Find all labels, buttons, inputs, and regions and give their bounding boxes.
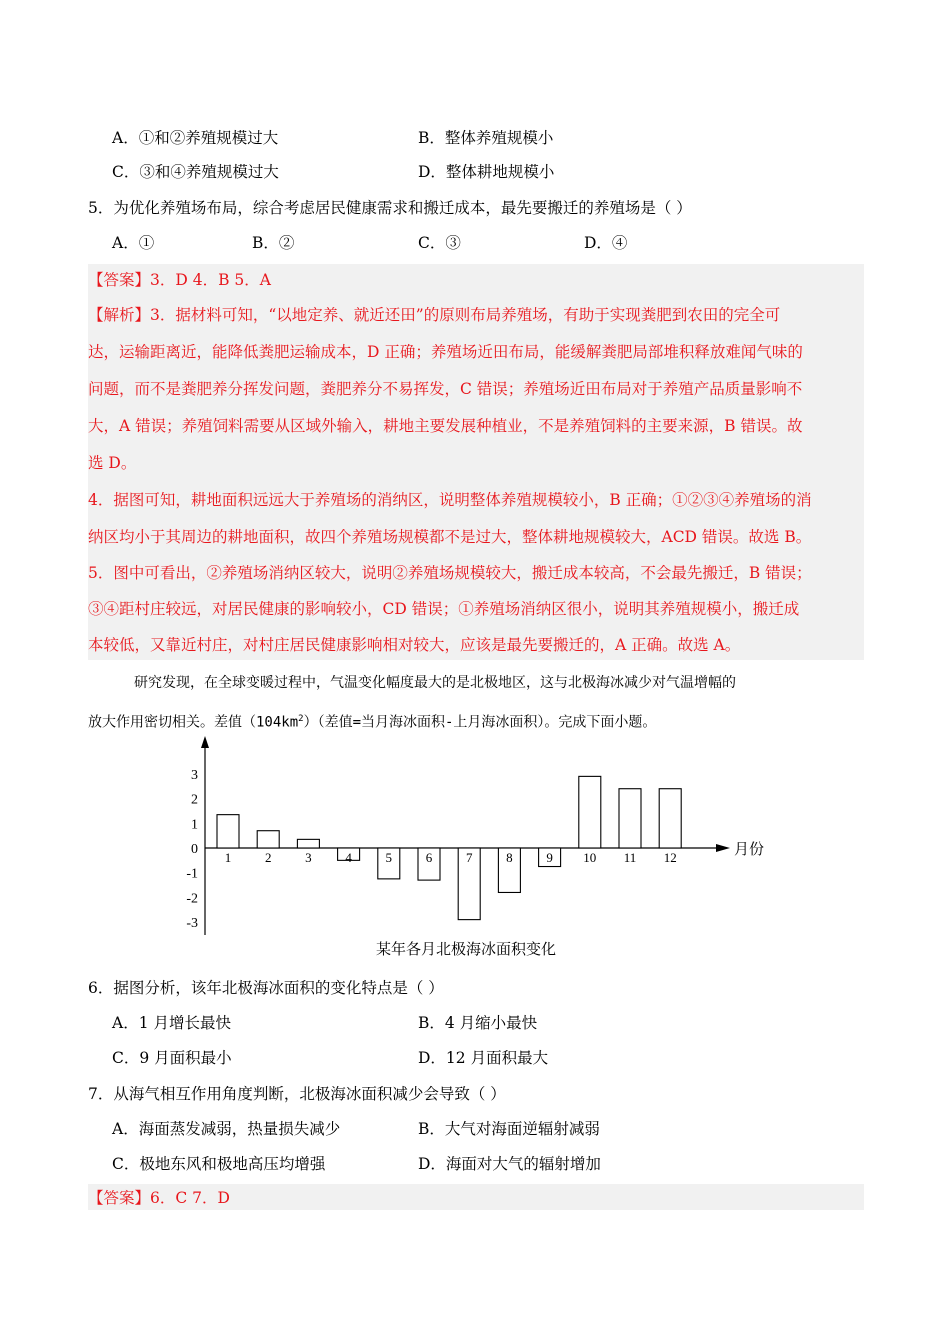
x-tick-label: 5 [385, 850, 393, 865]
q5-option-d: D．④ [584, 234, 628, 252]
sea-ice-bar-chart [170, 730, 790, 940]
bar [579, 776, 601, 848]
y-tick-label: -3 [186, 916, 198, 932]
q5-stem: 5．为优化养殖场布局，综合考虑居民健康需求和搬迁成本，最先要搬迁的养殖场是（ ） [88, 199, 692, 217]
analysis-tag: 【解析】 [88, 306, 151, 324]
x-tick-label: 1 [224, 850, 232, 865]
x-tick-label: 6 [425, 850, 433, 865]
q5-option-b: B．② [252, 234, 295, 252]
y-tick-label: -1 [186, 866, 198, 882]
bar [659, 789, 681, 848]
q6-option-b: B．4 月缩小最快 [418, 1014, 538, 1032]
y-axis-arrow [201, 736, 209, 748]
analysis-line-8: 5．图中可看出，②养殖场消纳区较大，说明②养殖场规模较大，搬迁成本较高，不会最先搬迁，B 错误； [88, 564, 812, 582]
superscript: 2 [298, 714, 304, 724]
y-tick-label: 0 [191, 842, 198, 857]
q5-option-a: A．① [112, 234, 155, 252]
y-tick-label: 1 [191, 817, 198, 833]
bar [297, 839, 319, 848]
q4-option-a: A．①和②养殖规模过大 [112, 129, 279, 147]
answer-text: 6．C 7．D [150, 1189, 230, 1207]
x-tick-label: 8 [506, 850, 513, 865]
q5-option-c: C．③ [418, 234, 461, 252]
x-tick-label: 10 [583, 850, 597, 865]
x-tick-label: 7 [465, 850, 473, 865]
answer-tag: 【答案】 [88, 271, 151, 289]
analysis-line-2: 达，运输距离近，能降低粪肥运输成本，D 正确；养殖场近田布局，能缓解粪肥局部堆积释放难闻气味的 [88, 343, 803, 361]
q4-option-c: C．③和④养殖规模过大 [112, 163, 279, 181]
q4-option-d: D．整体耕地规模小 [418, 163, 555, 181]
x-tick-label: 11 [623, 850, 637, 865]
y-tick-label: -2 [186, 891, 198, 907]
analysis-line-6: 4．据图可知，耕地面积远远大于养殖场的消纳区，说明整体养殖规模较小，B 正确；①②③④养殖场的消 [88, 491, 812, 509]
analysis-line-5: 选 D。 [88, 454, 137, 472]
analysis-line-1: 【解析】3．据材料可知，“以地定养、就近还田”的原则布局养殖场，有助于实现粪肥到农田的完全可 [88, 306, 781, 324]
bar [257, 831, 279, 848]
analysis-line-7: 纳区均小于其周边的耕地面积，故四个养殖场规模都不是过大，整体耕地规模较大，ACD 错误。故选 B。 [88, 528, 812, 546]
q4-option-b: B．整体养殖规模小 [418, 129, 554, 147]
y-tick-label: 3 [191, 767, 198, 783]
x-tick-label: 4 [345, 850, 352, 865]
q7-option-d: D．海面对大气的辐射增加 [418, 1155, 601, 1173]
q6-option-d: D．12 月面积最大 [418, 1049, 549, 1067]
analysis-line-3: 问题，而不是粪肥养分挥发问题，粪肥养分不易挥发，C 错误；养殖场近田布局对于养殖产品质量影响不 [88, 380, 803, 398]
chart-caption: 某年各月北极海冰面积变化 [376, 940, 557, 958]
bar [619, 789, 641, 848]
answer-tag: 【答案】 [88, 1189, 151, 1207]
q7-option-c: C．极地东风和极地高压均增强 [112, 1155, 326, 1173]
x-axis-label: 月份 [734, 840, 765, 858]
y-tick-label: 2 [191, 792, 198, 808]
answer-2 [88, 1188, 230, 1208]
q6-stem: 6．据图分析，该年北极海冰面积的变化特点是（ ） [88, 979, 444, 997]
analysis-line-9: ③④距村庄较远，对居民健康的影响较小，CD 错误；①养殖场消纳区很小，说明其养殖规模小，搬迁成 [88, 600, 800, 618]
x-tick-label: 12 [663, 850, 677, 865]
x-tick-label: 3 [305, 850, 312, 865]
x-tick-label: 2 [264, 850, 272, 865]
q7-option-a: A．海面蒸发减弱，热量损失减少 [112, 1120, 341, 1138]
q7-stem: 7．从海气相互作用角度判断，北极海冰面积减少会导致（ ） [88, 1085, 506, 1103]
q7-option-b: B．大气对海面逆辐射减弱 [418, 1120, 600, 1138]
q6-option-c: C．9 月面积最小 [112, 1049, 232, 1067]
q6-option-a: A．1 月增长最快 [112, 1014, 231, 1032]
x-tick-label: 9 [546, 850, 553, 865]
intro-line-1: 研究发现，在全球变暖过程中，气温变化幅度最大的是北极地区，这与北极海冰减少对气温增幅的 [134, 675, 736, 691]
bar [217, 815, 239, 848]
x-axis-arrow [716, 844, 730, 852]
analysis-line-10: 本较低，又靠近村庄，对村庄居民健康影响相对较大，应该是最先要搬迁的，A 正确。故选 A。 [88, 636, 741, 654]
answer-text: 3．D 4．B 5．A [150, 271, 271, 289]
analysis-line-4: 大，A 错误；养殖饲料需要从区域外输入，耕地主要发展种植业，不是养殖饲料的主要来源，B 错误。故 [88, 417, 803, 435]
intro-line-2: 放大作用密切相关。差值$(104km^2)$（差值=当月海冰面积-上月海冰面积）。完成下面小题。 [88, 714, 657, 731]
answer-1 [88, 270, 271, 290]
